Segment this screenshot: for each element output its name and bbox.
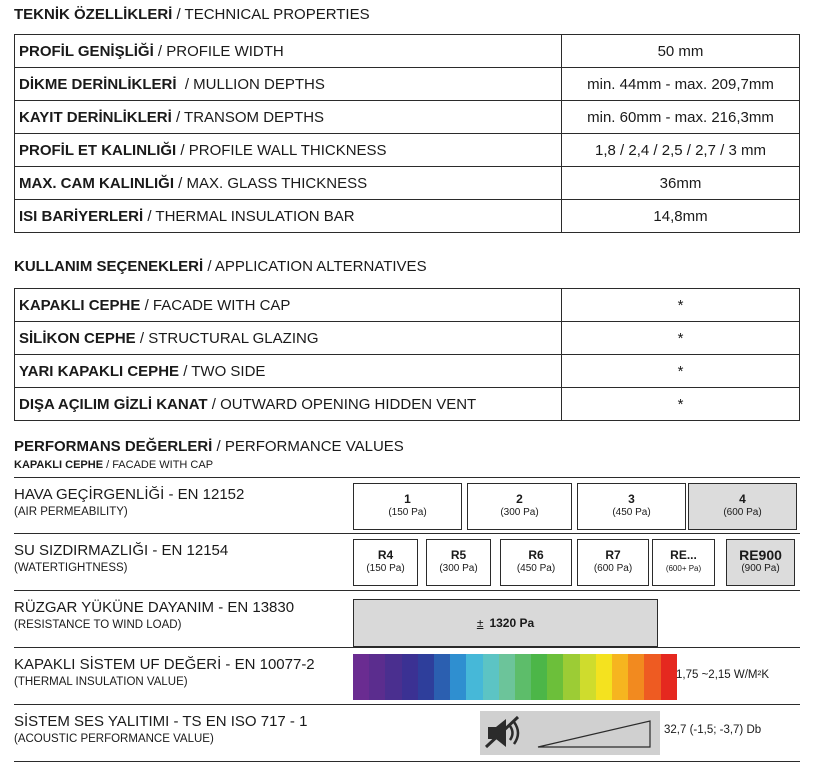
application-label bbox=[15, 388, 562, 421]
air-permeability-row bbox=[14, 477, 800, 534]
performance-heading: PERFORMANS DEĞERLERİ / PERFORMANCE VALUES bbox=[14, 438, 404, 455]
technical-value: min. 60mm - max. 216,3mm bbox=[562, 101, 800, 134]
application-label-en: / OUTWARD OPENING HIDDEN VENT bbox=[207, 395, 477, 413]
spectrum-swatch bbox=[369, 654, 385, 700]
application-label-tr: YARI KAPAKLI CEPHE bbox=[19, 362, 180, 380]
technical-label-tr: MAX. CAM KALINLIĞI bbox=[19, 174, 174, 192]
air-class-box bbox=[688, 483, 797, 530]
air-class-box bbox=[353, 483, 462, 530]
acoustic-label: SİSTEM SES YALITIMI - TS EN ISO 717 - 1 (ACOUSTIC PERFORMANCE VALUE) bbox=[14, 713, 308, 745]
spectrum-swatch bbox=[612, 654, 628, 700]
technical-label-tr: DİKME DERİNLİKLERİ bbox=[19, 75, 177, 93]
spectrum-swatch bbox=[418, 654, 434, 700]
technical-label-tr: ISI BARİYERLERİ bbox=[19, 207, 144, 225]
water-class-pressure: (600+ Pa) bbox=[665, 564, 702, 573]
water-class-box bbox=[652, 539, 715, 586]
technical-label-en: / MULLION DEPTHS bbox=[176, 75, 325, 93]
application-label-tr: DIŞA AÇILIM GİZLİ KANAT bbox=[19, 395, 208, 413]
application-row bbox=[15, 388, 800, 421]
technical-row bbox=[15, 134, 800, 167]
technical-row bbox=[15, 35, 800, 68]
air-permeability-label: HAVA GEÇİRGENLİĞİ - EN 12152 (AIR PERMEABILITY) bbox=[14, 486, 245, 518]
technical-label bbox=[15, 134, 562, 167]
technical-label-tr: KAYIT DERİNLİKLERİ bbox=[19, 108, 172, 126]
technical-row bbox=[15, 200, 800, 233]
acoustic-row bbox=[14, 705, 800, 762]
thermal-color-scale bbox=[353, 654, 677, 700]
water-class-name: R7 bbox=[605, 548, 621, 562]
technical-value: 1,8 / 2,4 / 2,5 / 2,7 / 3 mm bbox=[562, 134, 800, 167]
spectrum-swatch bbox=[434, 654, 450, 700]
technical-label bbox=[15, 68, 562, 101]
technical-label-en: / PROFILE WIDTH bbox=[153, 42, 284, 60]
application-row bbox=[15, 355, 800, 388]
water-class-box bbox=[577, 539, 649, 586]
air-class-pressure: (300 Pa) bbox=[500, 507, 539, 518]
technical-label-tr: PROFİL ET KALINLIĞI bbox=[19, 141, 177, 159]
technical-label-tr: PROFİL GENİŞLİĞİ bbox=[19, 42, 154, 60]
water-class-name: R4 bbox=[377, 548, 394, 562]
wind-load-row bbox=[14, 591, 800, 648]
air-class-pressure: (150 Pa) bbox=[388, 507, 427, 518]
spectrum-swatch bbox=[661, 654, 677, 700]
application-value: * bbox=[562, 388, 800, 421]
water-class-box bbox=[726, 539, 795, 586]
air-class-pressure: (450 Pa) bbox=[612, 507, 651, 518]
spectrum-swatch bbox=[466, 654, 482, 700]
water-class-name: RE... bbox=[670, 548, 697, 562]
thermal-value: 1,75 ~2,15 W/M²K bbox=[676, 669, 769, 681]
spectrum-swatch bbox=[563, 654, 579, 700]
spectrum-swatch bbox=[450, 654, 466, 700]
spectrum-swatch bbox=[644, 654, 660, 700]
air-class-name: 1 bbox=[404, 492, 411, 506]
technical-heading: TEKNİK ÖZELLİKLERİ / TECHNICAL PROPERTIES bbox=[14, 6, 370, 23]
water-class-pressure: (300 Pa) bbox=[439, 563, 478, 574]
spectrum-swatch bbox=[402, 654, 418, 700]
water-class-name: RE900 bbox=[739, 547, 782, 563]
air-class-box bbox=[467, 483, 572, 530]
thermal-row bbox=[14, 648, 800, 705]
technical-value: 36mm bbox=[562, 167, 800, 200]
volume-ramp-icon bbox=[538, 721, 650, 747]
water-class-box bbox=[426, 539, 491, 586]
application-label-tr: KAPAKLI CEPHE bbox=[19, 296, 141, 314]
application-label-en: / TWO SIDE bbox=[179, 362, 266, 380]
application-label bbox=[15, 355, 562, 388]
technical-label bbox=[15, 101, 562, 134]
spectrum-swatch bbox=[531, 654, 547, 700]
air-class-name: 4 bbox=[739, 492, 746, 506]
application-label bbox=[15, 322, 562, 355]
spectrum-swatch bbox=[483, 654, 499, 700]
technical-label bbox=[15, 200, 562, 233]
water-class-pressure: (600 Pa) bbox=[593, 563, 633, 574]
wind-load-value: ± 1320 Pa bbox=[353, 599, 658, 647]
acoustic-graphic bbox=[480, 711, 660, 755]
application-label-tr: SİLİKON CEPHE bbox=[19, 329, 136, 347]
water-class-box bbox=[353, 539, 418, 586]
watertightness-row bbox=[14, 534, 800, 591]
spectrum-swatch bbox=[596, 654, 612, 700]
technical-table bbox=[14, 34, 800, 233]
technical-label bbox=[15, 167, 562, 200]
technical-row bbox=[15, 68, 800, 101]
technical-value: min. 44mm - max. 209,7mm bbox=[562, 68, 800, 101]
technical-label-en: / THERMAL INSULATION BAR bbox=[143, 207, 355, 225]
spectrum-swatch bbox=[628, 654, 644, 700]
application-value: * bbox=[562, 289, 800, 322]
water-class-name: R5 bbox=[450, 548, 467, 562]
air-class-name: 3 bbox=[628, 492, 635, 506]
application-row bbox=[15, 322, 800, 355]
application-heading: KULLANIM SEÇENEKLERİ / APPLICATION ALTERNATIVES bbox=[14, 258, 427, 275]
spectrum-swatch bbox=[353, 654, 369, 700]
technical-label-en: / MAX. GLASS THICKNESS bbox=[174, 174, 368, 192]
application-value: * bbox=[562, 355, 800, 388]
watertightness-label: SU SIZDIRMAZLIĞI - EN 12154 (WATERTIGHTNESS) bbox=[14, 542, 229, 574]
spectrum-swatch bbox=[385, 654, 401, 700]
muted-speaker-icon bbox=[480, 711, 660, 755]
water-class-pressure: (450 Pa) bbox=[516, 563, 556, 574]
spectrum-swatch bbox=[515, 654, 531, 700]
technical-row bbox=[15, 101, 800, 134]
air-class-pressure: (600 Pa) bbox=[723, 507, 762, 518]
application-label-en: / STRUCTURAL GLAZING bbox=[135, 329, 319, 347]
air-class-box bbox=[577, 483, 686, 530]
water-class-name: R6 bbox=[528, 548, 544, 562]
thermal-label: KAPAKLI SİSTEM UF DEĞERİ - EN 10077-2 (THERMAL INSULATION VALUE) bbox=[14, 656, 315, 688]
wind-load-label: RÜZGAR YÜKÜNE DAYANIM - EN 13830 (RESISTANCE TO WIND LOAD) bbox=[14, 599, 295, 631]
technical-value: 50 mm bbox=[562, 35, 800, 68]
spectrum-swatch bbox=[547, 654, 563, 700]
application-row bbox=[15, 289, 800, 322]
technical-label-en: / TRANSOM DEPTHS bbox=[171, 108, 325, 126]
spectrum-swatch bbox=[580, 654, 596, 700]
air-class-name: 2 bbox=[516, 492, 523, 506]
application-table bbox=[14, 288, 800, 421]
technical-row bbox=[15, 167, 800, 200]
water-class-pressure: (150 Pa) bbox=[366, 563, 405, 574]
acoustic-value: 32,7 (-1,5; -3,7) Db bbox=[664, 724, 762, 736]
water-class-box bbox=[500, 539, 572, 586]
spectrum-swatch bbox=[499, 654, 515, 700]
application-label bbox=[15, 289, 562, 322]
application-label-en: / FACADE WITH CAP bbox=[140, 296, 291, 314]
technical-value: 14,8mm bbox=[562, 200, 800, 233]
technical-label bbox=[15, 35, 562, 68]
performance-subheading: KAPAKLI CEPHE / FACADE WITH CAP bbox=[14, 459, 214, 471]
technical-label-en: / PROFILE WALL THICKNESS bbox=[176, 141, 387, 159]
water-class-pressure: (900 Pa) bbox=[741, 563, 780, 574]
application-value: * bbox=[562, 322, 800, 355]
